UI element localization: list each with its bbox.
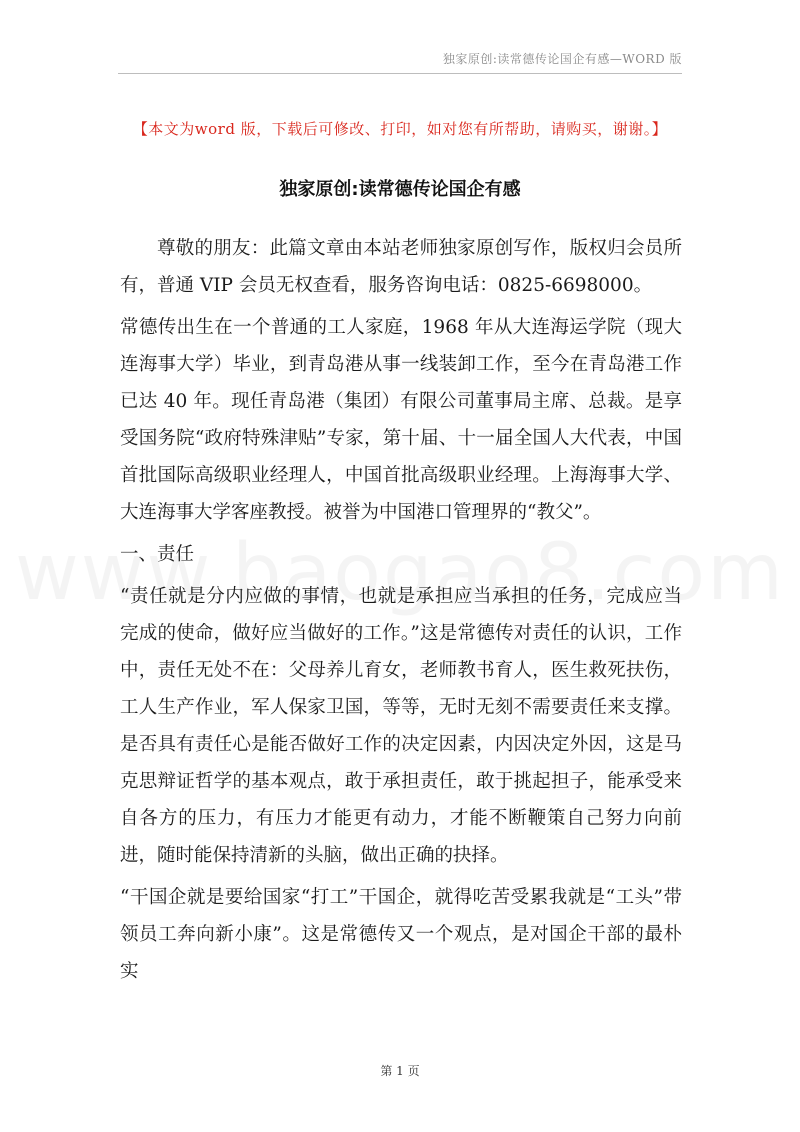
paragraph-responsibility: “责任就是分内应做的事情，也就是承担应当承担的任务，完成应当完成的使命，做好应当做好的工作。”这是常德传对责任的认识，工作中，责任无处不在：父母养儿育女，老师教书育人，医生救死扶伤，工人生产作业，军人保家卫国，等等，无时无刻不需要责任来支撑。是否具有责任心是能否做好工作的决定因素，内因决定外因，这是马克思辩证哲学的基本观点，敢于承担责任，敢于挑起担子，能承受来自各方的压力，有压力才能更有动力，才能不断鞭策自己努力向前进，随时能保持清新的头脑，做出正确的抉择。 xyxy=(120,586,682,866)
paragraph-biography: 常德传出生在一个普通的工人家庭，1968 年从大连海运学院（现大连海事大学）毕业，到青岛港从事一线装卸工作，至今在青岛港工作已达 40 年。现任青岛港（集团）有限公司董事局主席、总裁。是享受国务院“政府特殊津贴”专家，第十届、十一届全国人大代表，中国首批国际高级职业经理人，中国首批高级职业经理。上海海事大学、大连海事大学客座教授。被誉为中国港口管理界的“教父”。 xyxy=(120,317,682,523)
document-body xyxy=(120,230,682,995)
paragraph-soe-view: “干国企就是要给国家“打工”干国企，就得吃苦受累我就是“工头”带领员工奔向新小康”。这是常德传又一个观点，是对国企干部的最朴实 xyxy=(120,887,682,982)
page-header: 独家原创:读常德传论国企有感—WORD 版 xyxy=(442,52,682,66)
page-number: 第 1 页 xyxy=(380,1064,420,1078)
header-divider xyxy=(118,73,682,74)
document-title: 独家原创:读常德传论国企有感 xyxy=(279,179,521,200)
paragraph-copyright-note: 尊敬的朋友：此篇文章由本站老师独家原创写作，版权归会员所有，普通 VIP 会员无权查看，服务咨询电话：0825-6698000。 xyxy=(120,238,682,296)
section-heading-responsibility: 一、责任 xyxy=(120,544,195,565)
download-notice: 【本文为word 版，下载后可修改、打印，如对您有所帮助，请购买，谢谢。】 xyxy=(132,120,668,138)
